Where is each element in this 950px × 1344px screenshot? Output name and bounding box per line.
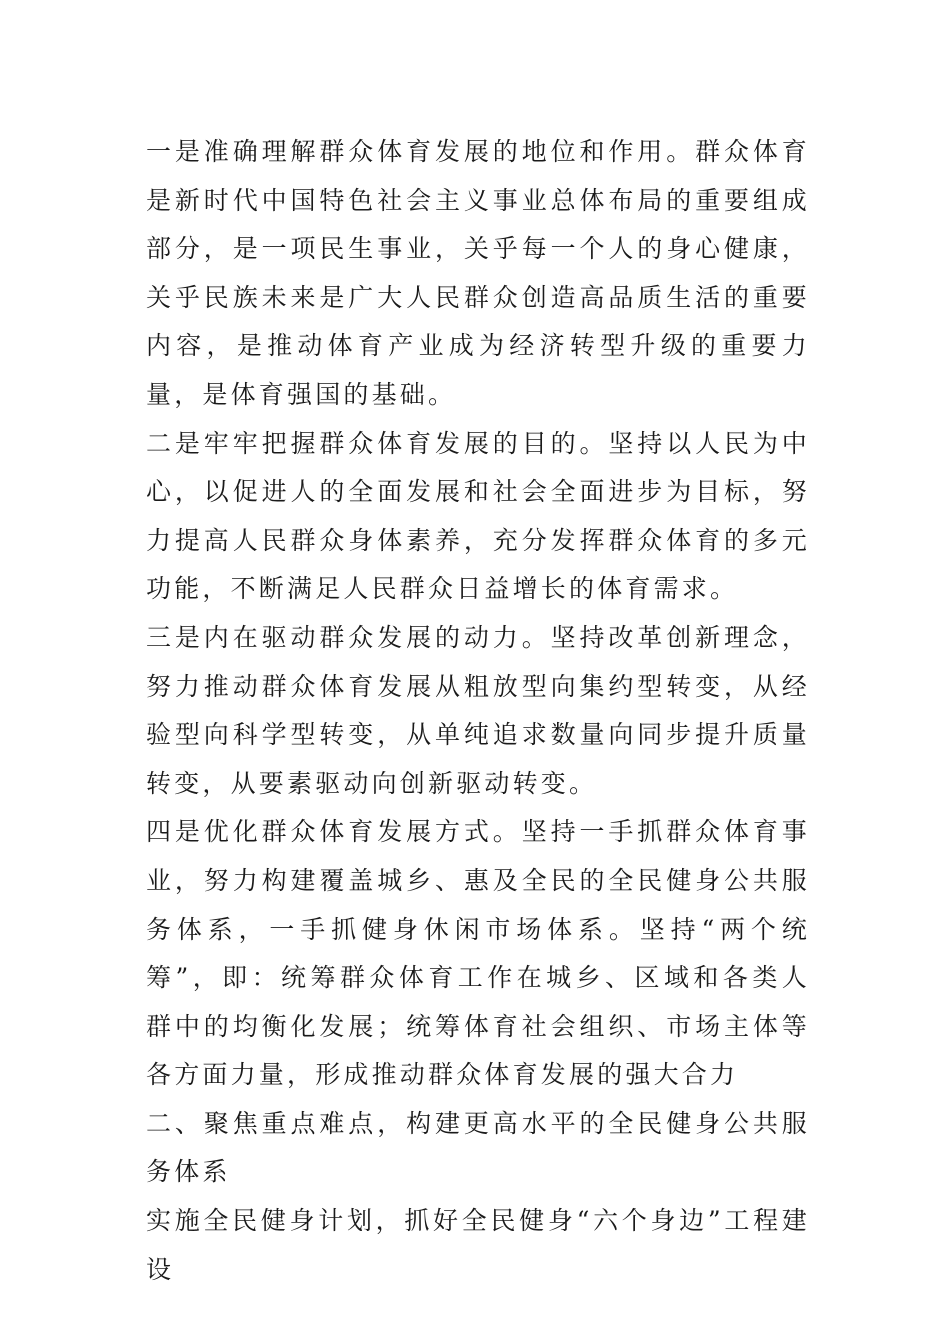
paragraph-5: 实施全民健身计划，抓好全民健身“六个身边”工程建设 [146,1206,810,1284]
section-heading: 二、聚焦重点难点，构建更高水平的全民健身公共服务体系 [146,1108,810,1187]
paragraph-2: 二是牢牢把握群众体育发展的目的。坚持以人民为中心，以促进人的全面发展和社会全面进步为目标，努力提高人民群众身体素养，充分发挥群众体育的多元功能，不断满足人民群众日益增长的体育需求。 [146,428,810,604]
paragraph-1: 一是准确理解群众体育发展的地位和作用。群众体育是新时代中国特色社会主义事业总体布局的重要组成部分，是一项民生事业，关乎每一个人的身心健康，关乎民族未来是广大人民群众创造高品质生活的重要内容，是推动体育产业成为经济转型升级的重要力量，是体育强国的基础。 [146,137,810,409]
paragraph-4: 四是优化群众体育发展方式。坚持一手抓群众体育事业，努力构建覆盖城乡、惠及全民的全民健身公共服务体系，一手抓健身休闲市场体系。坚持“两个统筹”，即：统筹群众体育工作在城乡、区域和各类人群中的均衡化发展；统筹体育社会组织、市场主体等各方面力量，形成推动群众体育发展的强大合力 [146,817,810,1090]
paragraph-3: 三是内在驱动群众发展的动力。坚持改革创新理念，努力推动群众体育发展从粗放型向集约型转变，从经验型向科学型转变，从单纯追求数量向同步提升质量转变，从要素驱动向创新驱动转变。 [146,622,810,798]
document-body [146,128,810,1294]
